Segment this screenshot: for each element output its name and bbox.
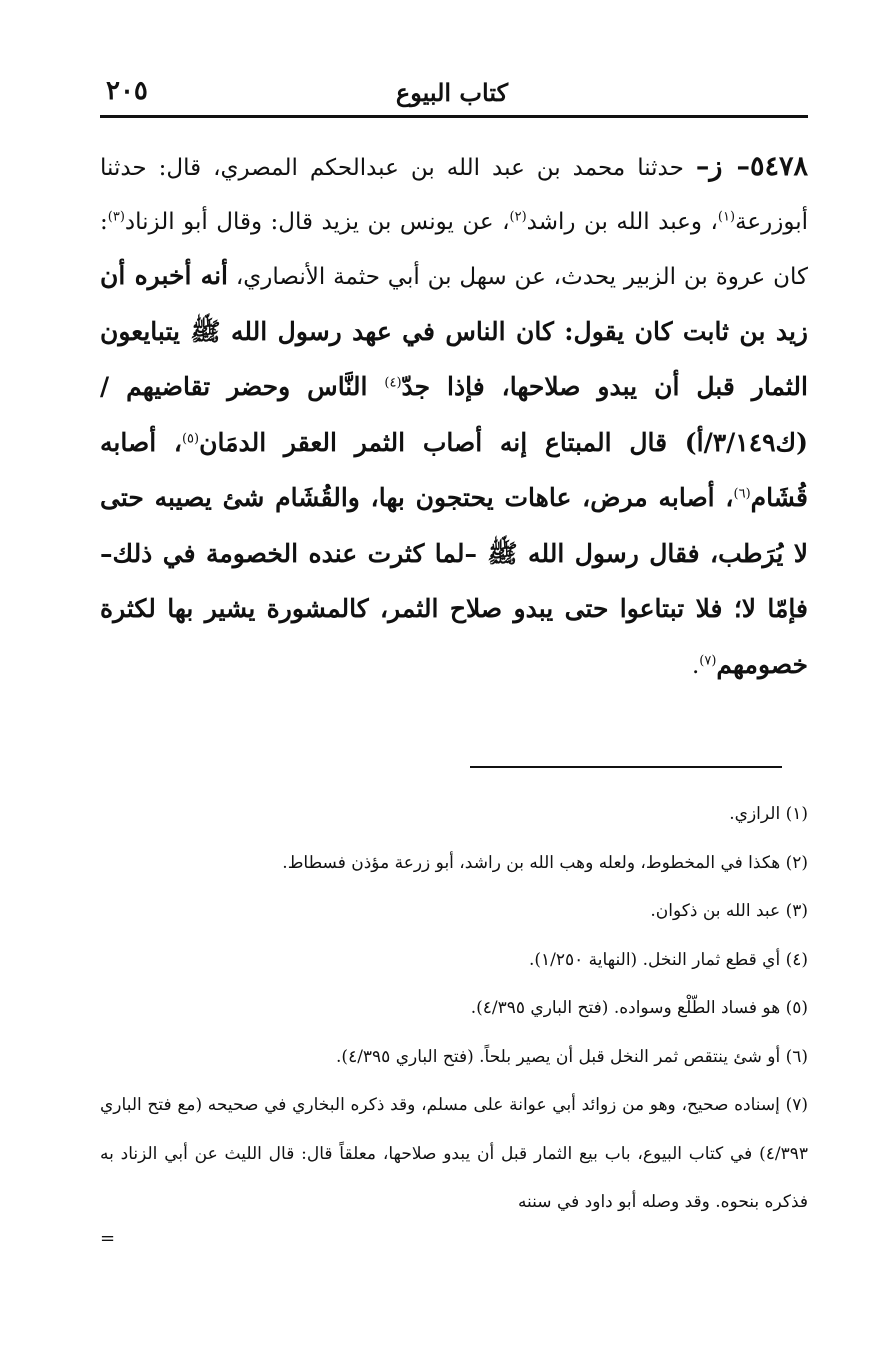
footnote-ref-7: (٧) [699, 652, 717, 668]
footnote-ref-4: (٤) [384, 375, 402, 391]
footnote-separator [470, 766, 782, 768]
matn-part-5: ، أصابه مرض، عاهات يحتجون بها، والقُشَام شئ يصيبه حتى لا يُرَطب، فقال رسول الله ﷺ –لما كثرت عنده الخصومة في ذلك– فإمّا لا؛ فلا تبتاعوا حتى يبدو صلاح الثمر، كالمشورة يشير بها لكثرة خصومهم [100, 483, 808, 679]
matn-part-2: النَّاس وحضر تقاضيهم / [100, 372, 385, 401]
continuation-mark: = [100, 1228, 116, 1249]
matn-part-3: قال المبتاع إنه أصاب الثمر العقر الدمَان [199, 427, 685, 457]
chapter-title: كتاب البيوع [395, 78, 508, 107]
footnote-ref-3: (٣) [107, 208, 125, 224]
isnad-part-3: ، عن يونس بن يزيد قال: وقال أبو الزناد [124, 208, 510, 235]
manuscript-ref: (ك٣/١٤٩/أ) [684, 427, 808, 457]
footnote-1: (١) الرازي. [729, 804, 808, 824]
footnote-ref-2: (٢) [509, 208, 527, 224]
footnote-3: (٣) عبد الله بن ذكوان. [650, 901, 808, 921]
footnote-6: (٦) أو شئ ينتقص ثمر النخل قبل أن يصير بلحاً. (فتح الباري ٤/٣٩٥). [336, 1046, 808, 1067]
hadith-paragraph [100, 140, 808, 693]
matn-part-4: ، أصابه قُشَام [100, 427, 808, 512]
footnote-ref-1: (١) [717, 208, 736, 224]
footnote-7: (٧) إسناده صحيح، وهو من زوائد أبي عوانة على مسلم، وقد ذكره البخاري في صحيحه (مع فتح الباري ٤/٣٩٣) في كتاب البيوع، باب بيع الثمار قبل أن يبدو صلاحها، معلقاً قال: قال الليث عن أبي الزناد به فذكره بنحوه. وقد وصله أبو داود في سننه [100, 1095, 808, 1212]
footnote-ref-6: (٦) [733, 486, 751, 502]
footnote-2: (٢) هكذا في المخطوط، ولعله وهب الله بن راشد، أبو زرعة مؤذن فسطاط. [282, 852, 808, 873]
footnotes [100, 790, 808, 1227]
footnote-ref-5: (٥) [181, 430, 200, 446]
hadith-end: . [691, 652, 700, 679]
footnote-5: (٥) هو فساد الطّلْع وسواده. (فتح الباري ٤/٣٩٥). [470, 998, 808, 1018]
footnote-4: (٤) أي قطع ثمار النخل. (النهاية ١/٢٥٠). [528, 949, 808, 970]
isnad-part-2: ، وعبد الله بن راشد [526, 208, 718, 235]
hadith-number: ٥٤٧٨– ز– [695, 151, 808, 182]
page-number: ٢٠٥ [106, 76, 148, 106]
isnad-part-4: : كان عروة بن الزبير يحدث، عن سهل بن أبي حثمة الأنصاري، [100, 208, 809, 290]
hadith-text [100, 140, 808, 693]
header-rule [100, 115, 808, 118]
running-header [100, 74, 808, 118]
matn-part-1: أنه أخبره أن زيد بن ثابت كان يقول: كان الناس في عهد رسول الله ﷺ يتبايعون الثمار قبل أن يبدو صلاحها، فإذا جدّ [100, 261, 808, 401]
isnad-part-1: حدثنا محمد بن عبد الله بن عبدالحكم المصري، قال: حدثنا أبوزرعة [100, 155, 809, 235]
